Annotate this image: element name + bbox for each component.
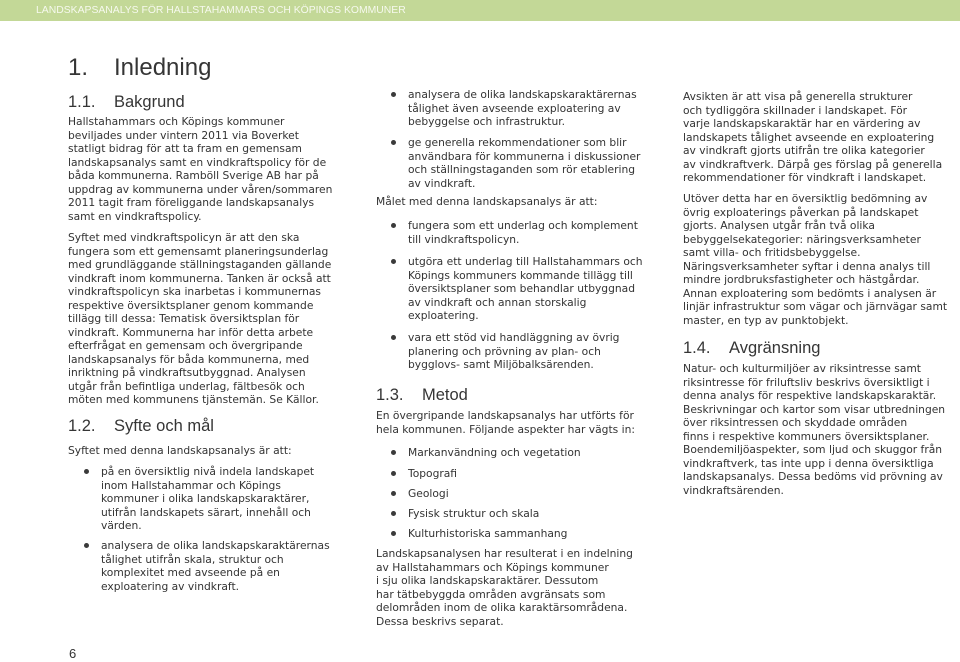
section-title: Metod [422,386,468,404]
bullet-dot [84,469,89,474]
section-number: 1.2. [68,417,96,435]
paragraph-bakgrund-1: Hallstahammars och Köpings kommuner beviljades under vintern 2011 via Boverket statligt bidrag för att ta fram en gemensam landskapsanalys samt en vindkraftspolicy för de båda kommunerna. Ramböll Sverige AB har på uppdrag av kommunerna under våren/sommaren 2011 tagit fram föreliggande landskapsanalys samt en vindkraftspolicy. [68,115,333,223]
chapter-number: 1. [68,54,89,81]
page-number: 6 [69,646,77,661]
section-heading-metod [376,387,468,404]
paragraph-avgransning: Natur- och kulturmiljöer av riksintresse samt riksintresse för friluftsliv beskrivs översiktligt i denna analys för respektive landskapskaraktär. Beskrivningar och kartor som visar utbredningen över riksintressen och skyddade områden finns i respektive kommuners översiktsplaner. Boendemiljöaspekter, som ljud och skuggor från vindkraftverk, tas inte upp i denna översiktliga landskapsanalys. Dessa bedöms vid prövning av vindkraftsärenden. [683,362,946,497]
list-item [68,465,348,532]
metod-intro: En övergripande landskapsanalys har utförts för hela kommunen. Följande aspekter har vägts in: [376,409,635,436]
paragraph-metod-1: Landskapsanalysen har resulterat i en indelning av Hallstahammars och Köpings kommuner i sju olika landskapskaraktärer. Dessutom har tätbebyggda områden avgränsats som delområden inom de olika karaktärsområdena. Dessa beskrivs separat. [376,547,633,628]
list-item-text: fungera som ett underlag och komplement till vindkraftspolicyn. [408,219,638,246]
bullet-dot [391,471,396,476]
aspect-item [376,487,656,501]
section-title: Bakgrund [114,93,185,111]
bullet-dot [84,543,89,548]
aspect-text: Fysisk struktur och skala [408,507,540,520]
list-item-text: analysera de olika landskapskaraktärernas tålighet utifrån skala, struktur och komplexitet med avseende på en exploatering av vindkraft. [101,539,330,593]
bullet-dot [391,140,396,145]
section-title: Syfte och mål [114,417,214,435]
section-number: 1.3. [376,386,404,404]
aspect-item [376,467,656,481]
bullet-dot [391,92,396,97]
running-header-title: LANDSKAPSANALYS FÖR HALLSTAHAMMARS OCH KÖPINGS KOMMUNER [36,5,406,16]
section-heading-avgransning [683,340,820,357]
section-heading-syfte [68,418,214,435]
aspect-item [376,446,656,460]
running-header-bar [0,0,960,21]
section-number: 1.4. [683,339,711,357]
section-number: 1.1. [68,93,96,111]
paragraph-bakgrund-2: Syftet med vindkraftspolicyn är att den ska fungera som ett gemensamt planeringsunderlag med grundläggande ställningstaganden gällande vindkraft inom kommunerna. Tanken är också att vindkraftspolicyn ska inarbetas i kommunernas respektive översiktsplaner genom kommande tillägg till dessa: Tematisk översiktsplan för vindkraft. Kommunerna har inför detta arbete efterfrågat en gemensam och övergripande landskapsanalys för båda kommunerna, med inriktning på vindkraftsutbyggnad. Analysen utgår från befintliga underlag, fältbesök och möten med kommunens tjänstemän. Se Källor. [68,231,332,406]
aspect-text: Markanvändning och vegetation [408,446,581,459]
list-item [376,255,656,322]
list-item [376,136,656,190]
list-item [376,331,656,371]
list-item-text: utgöra ett underlag till Hallstahammars och Köpings kommuners kommande tillägg till översiktsplaner som behandlar utbyggnad av vindkraft och annan storskalig exploatering. [408,255,643,322]
list-item-text: vara ett stöd vid handläggning av övrig planering och prövning av plan- och bygglovs- samt Miljöbalksärenden. [408,331,620,371]
list-item-text: analysera de olika landskapskaraktärernas tålighet även avseende exploatering av bebyggelse och infrastruktur. [408,88,637,128]
bullet-dot [391,511,396,516]
list-item [376,88,656,128]
paragraph-metod-3: Utöver detta har en översiktlig bedömning av övrig exploaterings påverkan på landskapet gjorts. Analysen utgår från två olika bebyggelsekategorier: näringsverksamheter samt villa- och fritidsbebyggelse. Näringsverksamheter syftar i denna analys till mindre jordbruksfastigheter och hästgårdar. Annan exploatering som bedömts i analysen är linjär infrastruktur som vägar och järnvägar samt master, en typ av punktobjekt. [683,192,948,327]
bullet-dot [391,335,396,340]
paragraph-metod-2: Avsikten är att visa på generella strukturer och tydliggöra skillnader i landskapet. För varje landskapskaraktär har en värdering av landskapets tålighet avseende en exploatering av vindkraft gjorts utifrån tre olika kategorier av vindkraftverk. Därpå ges förslag på generella rekommendationer för vindkraft i landskapet. [683,90,943,184]
chapter-title: Inledning [114,54,212,81]
section-title: Avgränsning [729,339,821,357]
aspect-text: Geologi [408,487,449,500]
list-item-text: på en översiktlig nivå indela landskapet inom Hallstahammar och Köpings kommuner i olika landskapskaraktärer, utifrån landskapets särart, innehåll och värden. [101,465,315,532]
list-item [68,539,348,593]
bullet-dot [391,450,396,455]
bullet-dot [391,223,396,228]
bullet-dot [391,491,396,496]
bullet-dot [391,259,396,264]
aspect-text: Kulturhistoriska sammanhang [408,527,568,540]
section-heading-bakgrund [68,94,185,111]
aspect-item [376,507,656,521]
list-item [376,219,656,246]
bullet-dot [391,531,396,536]
aspect-text: Topografi [408,467,458,480]
chapter-heading [68,56,211,80]
aspect-item [376,527,656,541]
syfte-intro: Syftet med denna landskapsanalys är att: [68,444,292,457]
goal-intro: Målet med denna landskapsanalys är att: [376,195,598,208]
list-item-text: ge generella rekommendationer som blir användbara för kommunerna i diskussioner och ställningstaganden som rör etablering av vindkraft. [408,136,641,190]
